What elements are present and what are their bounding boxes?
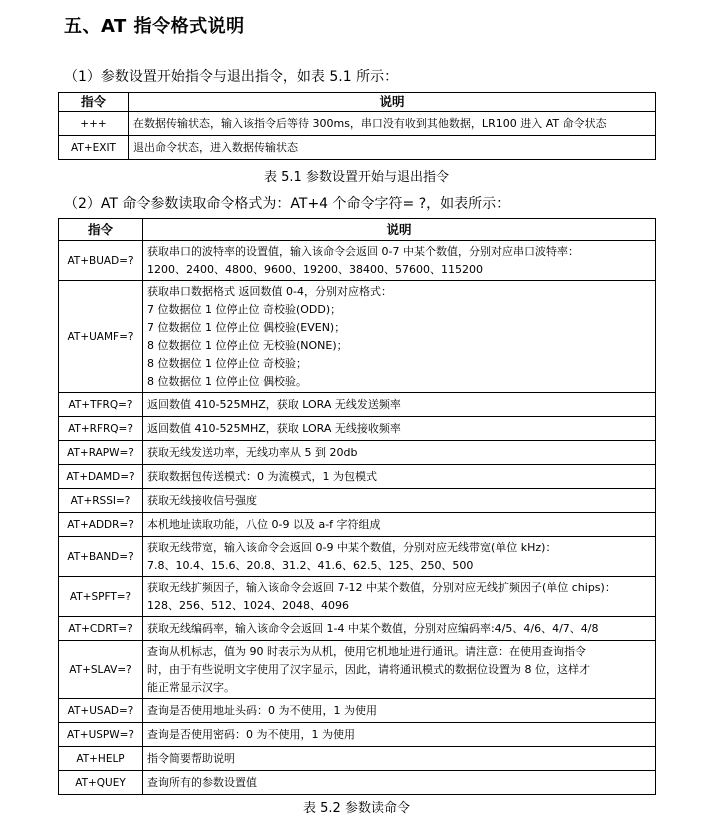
command-cell: AT+HELP bbox=[59, 747, 143, 771]
description-line: 查询是否使用密码：0 为不使用，1 为使用 bbox=[147, 727, 355, 741]
command-cell: AT+RFRQ=? bbox=[59, 417, 143, 441]
description-line: 8 位数据位 1 位停止位 奇校验； bbox=[147, 356, 307, 370]
description-line: 7.8、10.4、15.6、20.8、31.2、41.6、62.5、125、250、500 bbox=[147, 558, 474, 572]
table-row bbox=[59, 489, 656, 513]
description-line: 7 位数据位 1 位停止位 偶校验(EVEN)； bbox=[147, 320, 346, 334]
header-description: 说明 bbox=[129, 93, 656, 112]
description-cell bbox=[129, 112, 656, 136]
description-line: 获取无线接收信号强度 bbox=[147, 493, 257, 507]
caption-table-5-2: 表 5.2 参数读命令 bbox=[303, 801, 410, 816]
caption-table-5-1: 表 5.1 参数设置开始与退出指令 bbox=[264, 170, 449, 185]
description-cell bbox=[143, 699, 656, 723]
table-row bbox=[59, 699, 656, 723]
description-cell bbox=[143, 723, 656, 747]
command-cell: AT+USPW=? bbox=[59, 723, 143, 747]
description-line: 7 位数据位 1 位停止位 奇校验(ODD)； bbox=[147, 302, 342, 316]
description-cell bbox=[143, 241, 656, 281]
table-row bbox=[59, 771, 656, 795]
description-line: 指令简要帮助说明 bbox=[147, 751, 235, 765]
description-cell bbox=[143, 281, 656, 393]
description-cell bbox=[143, 537, 656, 577]
description-line: 返回数值 410-525MHZ，获取 LORA 无线发送频率 bbox=[147, 397, 401, 411]
table-row bbox=[59, 441, 656, 465]
description-line: 获取数据包传送模式：0 为流模式，1 为包模式 bbox=[147, 469, 377, 483]
description-line: 8 位数据位 1 位停止位 无校验(NONE)； bbox=[147, 338, 348, 352]
description-line: 1200、2400、4800、9600、19200、38400、57600、115200 bbox=[147, 262, 483, 276]
description-cell bbox=[143, 617, 656, 641]
table-row bbox=[59, 112, 656, 136]
command-cell: AT+DAMD=? bbox=[59, 465, 143, 489]
description-cell bbox=[143, 489, 656, 513]
table-row bbox=[59, 393, 656, 417]
description-line: 在数据传输状态，输入该指令后等待 300ms，串口没有收到其他数据，LR100 进入 AT 命令状态 bbox=[133, 116, 607, 130]
table-row bbox=[59, 465, 656, 489]
description-line: 时，由于有些说明文字使用了汉字显示，因此，请将通讯模式的数据位设置为 8 位，这样才 bbox=[147, 662, 590, 676]
command-cell: AT+UAMF=? bbox=[59, 281, 143, 393]
table-row bbox=[59, 417, 656, 441]
description-cell bbox=[143, 513, 656, 537]
description-cell bbox=[143, 393, 656, 417]
description-line: 获取串口数据格式 返回数值 0-4，分别对应格式： bbox=[147, 284, 392, 298]
table-row bbox=[59, 723, 656, 747]
table-row bbox=[59, 281, 656, 393]
command-cell: AT+CDRT=? bbox=[59, 617, 143, 641]
command-cell: AT+SPFT=? bbox=[59, 577, 143, 617]
description-line: 查询从机标志，值为 90 时表示为从机，使用它机地址进行通讯。请注意：在使用查询指令 bbox=[147, 644, 586, 658]
table-row bbox=[59, 641, 656, 699]
command-cell: +++ bbox=[59, 112, 129, 136]
description-cell bbox=[143, 577, 656, 617]
description-line: 获取无线扩频因子，输入该命令会返回 7-12 中某个数值，分别对应无线扩频因子(单位 chips)： bbox=[147, 580, 616, 594]
header-command: 指令 bbox=[59, 219, 143, 241]
description-line: 8 位数据位 1 位停止位 偶校验。 bbox=[147, 374, 307, 388]
table-row bbox=[59, 577, 656, 617]
description-cell bbox=[143, 771, 656, 795]
description-cell bbox=[129, 136, 656, 160]
command-cell: AT+RAPW=? bbox=[59, 441, 143, 465]
command-cell: AT+TFRQ=? bbox=[59, 393, 143, 417]
description-line: 获取无线编码率，输入该命令会返回 1-4 中某个数值，分别对应编码率:4/5、4/6、4/7、4/8 bbox=[147, 621, 599, 635]
table-row bbox=[59, 241, 656, 281]
description-line: 返回数值 410-525MHZ，获取 LORA 无线接收频率 bbox=[147, 421, 401, 435]
header-command: 指令 bbox=[59, 93, 129, 112]
command-cell: AT+SLAV=? bbox=[59, 641, 143, 699]
command-cell: AT+USAD=? bbox=[59, 699, 143, 723]
table-row bbox=[59, 747, 656, 771]
description-cell bbox=[143, 465, 656, 489]
paragraph-table1-intro: （1）参数设置开始指令与退出指令，如表 5.1 所示： bbox=[64, 69, 399, 85]
description-line: 查询所有的参数设置值 bbox=[147, 775, 257, 789]
table-row bbox=[59, 537, 656, 577]
command-cell: AT+EXIT bbox=[59, 136, 129, 160]
header-description: 说明 bbox=[143, 219, 656, 241]
command-cell: AT+ADDR=? bbox=[59, 513, 143, 537]
description-cell bbox=[143, 441, 656, 465]
description-line: 获取无线带宽，输入该命令会返回 0-9 中某个数值，分别对应无线带宽(单位 kHz)： bbox=[147, 540, 557, 554]
description-line: 退出命令状态，进入数据传输状态 bbox=[133, 140, 298, 154]
description-cell bbox=[143, 417, 656, 441]
description-line: 128、256、512、1024、2048、4096 bbox=[147, 598, 349, 612]
description-line: 本机地址读取功能，八位 0-9 以及 a-f 字符组成 bbox=[147, 517, 381, 531]
description-line: 获取无线发送功率，无线功率从 5 到 20db bbox=[147, 445, 358, 459]
table-row bbox=[59, 617, 656, 641]
paragraph-table2-intro: （2）AT 命令参数读取命令格式为：AT+4 个命令字符= ?，如表所示： bbox=[64, 196, 511, 212]
command-cell: AT+BUAD=? bbox=[59, 241, 143, 281]
table-5-1 bbox=[58, 92, 656, 160]
description-line: 查询是否使用地址头码：0 为不使用，1 为使用 bbox=[147, 703, 377, 717]
description-line: 获取串口的波特率的设置值，输入该命令会返回 0-7 中某个数值，分别对应串口波特率： bbox=[147, 244, 579, 258]
description-cell bbox=[143, 747, 656, 771]
table-row bbox=[59, 513, 656, 537]
description-line: 能正常显示汉字。 bbox=[147, 680, 235, 694]
command-cell: AT+BAND=? bbox=[59, 537, 143, 577]
command-cell: AT+RSSI=? bbox=[59, 489, 143, 513]
description-cell bbox=[143, 641, 656, 699]
table-5-2 bbox=[58, 218, 656, 795]
table-row bbox=[59, 136, 656, 160]
section-title: 五、AT 指令格式说明 bbox=[64, 16, 245, 37]
command-cell: AT+QUEY bbox=[59, 771, 143, 795]
